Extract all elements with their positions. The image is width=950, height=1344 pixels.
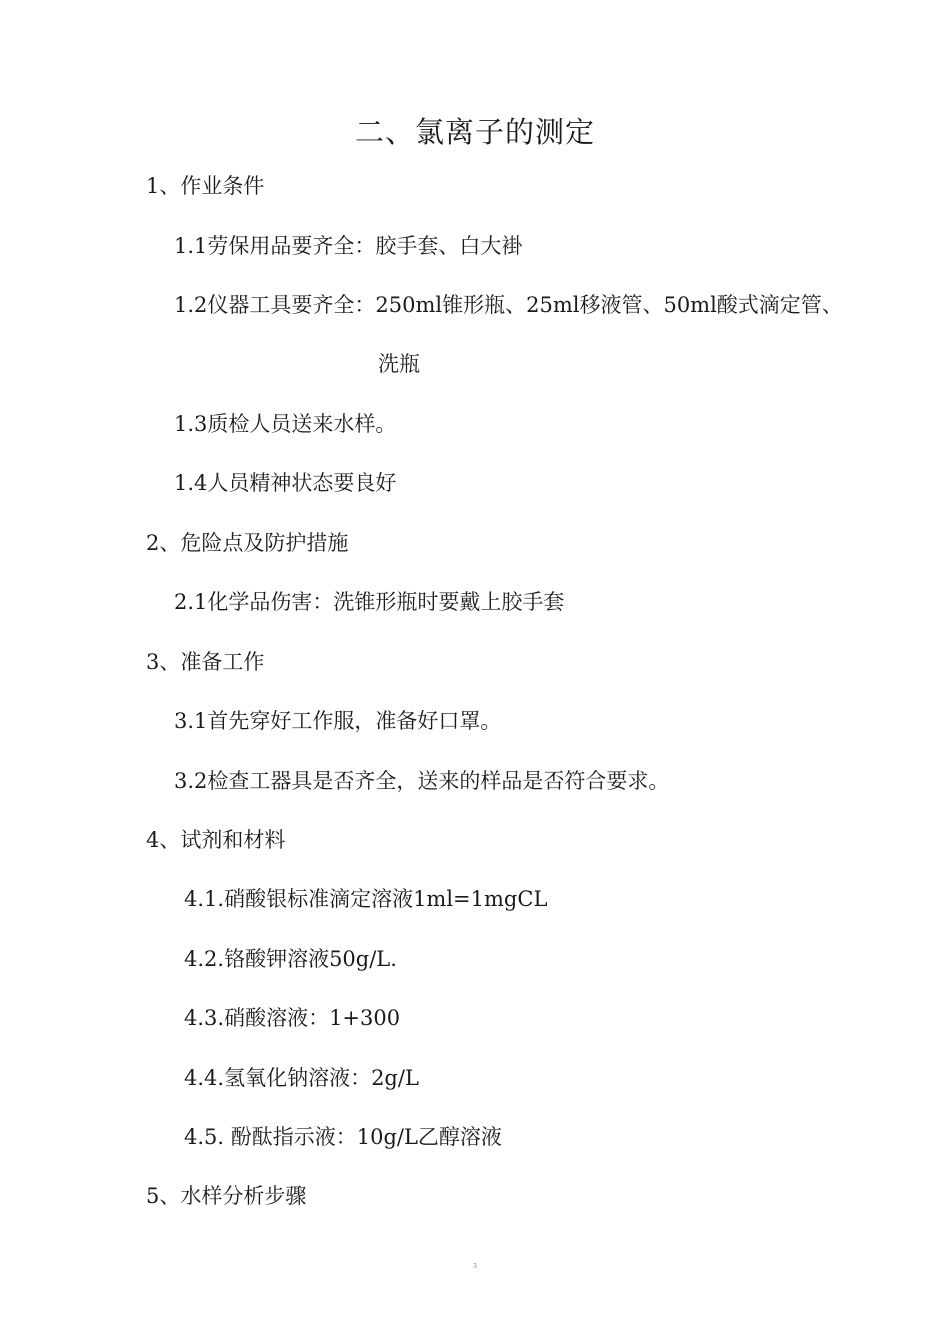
item-4-1: 4.1.硝酸银标准滴定溶液1ml=1mgCL — [184, 887, 548, 911]
section-heading-2: 2、危险点及防护措施 — [146, 531, 349, 555]
item-4-5: 4.5. 酚酞指示液：10g/L乙醇溶液 — [184, 1125, 502, 1149]
section-heading-4: 4、试剂和材料 — [146, 828, 286, 852]
item-4-3: 4.3.硝酸溶液：1+300 — [184, 1006, 401, 1030]
page-number: 3 — [472, 1262, 478, 1270]
section-heading-1: 1、作业条件 — [146, 174, 265, 198]
item-1-2-continued: 洗瓶 — [378, 352, 420, 376]
section-heading-5: 5、水样分析步骤 — [146, 1184, 307, 1208]
item-1-2: 1.2仪器工具要齐全：250ml锥形瓶、25ml移液管、50ml酸式滴定管、 — [174, 293, 843, 317]
item-1-3: 1.3质检人员送来水样。 — [174, 412, 397, 436]
item-4-2: 4.2.铬酸钾溶液50g/L. — [184, 947, 397, 971]
item-2-1: 2.1化学品伤害：洗锥形瓶时要戴上胶手套 — [174, 590, 565, 614]
page-title: 二、氯离子的测定 — [354, 115, 595, 149]
section-heading-3: 3、准备工作 — [146, 650, 265, 674]
item-3-2: 3.2检查工器具是否齐全，送来的样品是否符合要求。 — [174, 769, 670, 793]
item-1-1: 1.1劳保用品要齐全：胶手套、白大褂 — [174, 234, 523, 258]
item-3-1: 3.1首先穿好工作服，准备好口罩。 — [174, 709, 502, 733]
item-1-4: 1.4人员精神状态要良好 — [174, 471, 397, 495]
item-4-4: 4.4.氢氧化钠溶液：2g/L — [184, 1066, 419, 1090]
